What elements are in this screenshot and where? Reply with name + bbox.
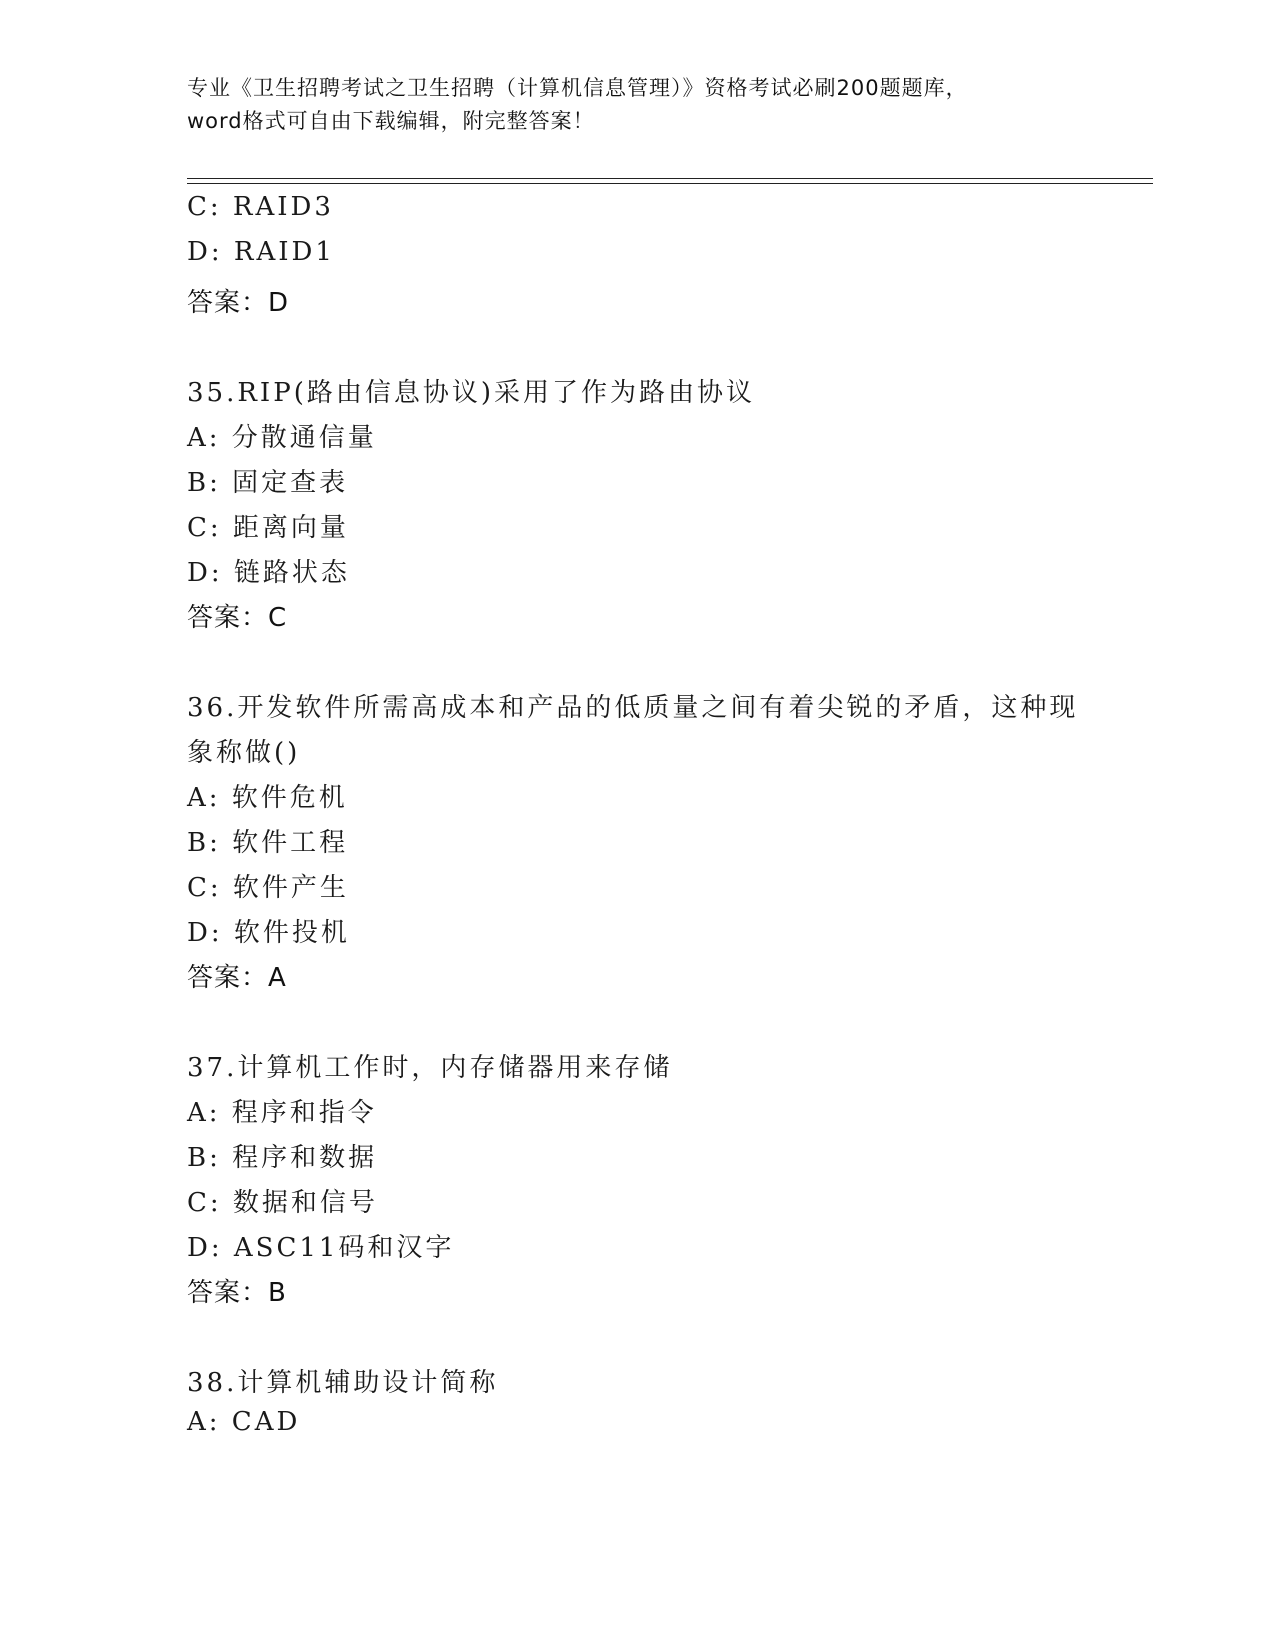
q36-option-c: C: 软件产生 (187, 873, 349, 903)
q35-stem: 35.RIP(路由信息协议)采用了作为路由协议 (187, 378, 755, 408)
q35-answer: 答案：C (187, 603, 288, 633)
q36-option-b: B: 软件工程 (187, 828, 349, 858)
q36-stem-line-2: 象称做() (187, 738, 301, 768)
q35-option-c: C: 距离向量 (187, 513, 349, 543)
q37-option-b: B: 程序和数据 (187, 1143, 378, 1173)
q38-stem: 38.计算机辅助设计简称 (187, 1368, 499, 1398)
header-divider-top (187, 178, 1153, 179)
header-divider-bottom (187, 183, 1153, 184)
q37-answer: 答案：B (187, 1278, 287, 1308)
q36-option-d: D: 软件投机 (187, 918, 350, 948)
q38-option-a: A: CAD (187, 1407, 301, 1437)
document-header (187, 72, 1087, 138)
q35-option-b: B: 固定查表 (187, 468, 349, 498)
header-line-1: 专业《卫生招聘考试之卫生招聘（计算机信息管理）》资格考试必刷200题题库， (187, 76, 968, 100)
q36-answer: 答案：A (187, 963, 287, 993)
q35-option-a: A: 分散通信量 (187, 423, 377, 453)
q37-option-d: D: ASC11码和汉字 (187, 1233, 455, 1263)
q34-option-c: C: RAID3 (187, 192, 334, 222)
q35-option-d: D: 链路状态 (187, 558, 350, 588)
q37-option-a: A: 程序和指令 (187, 1098, 377, 1128)
q34-option-d: D: RAID1 (187, 237, 335, 267)
header-line-2: word格式可自由下载编辑，附完整答案！ (187, 109, 595, 133)
q36-stem-line-1: 36.开发软件所需高成本和产品的低质量之间有着尖锐的矛盾，这种现 (187, 693, 1079, 723)
q34-answer: 答案：D (187, 288, 290, 318)
q37-stem: 37.计算机工作时，内存储器用来存储 (187, 1053, 673, 1083)
q36-option-a: A: 软件危机 (187, 783, 348, 813)
q37-option-c: C: 数据和信号 (187, 1188, 378, 1218)
